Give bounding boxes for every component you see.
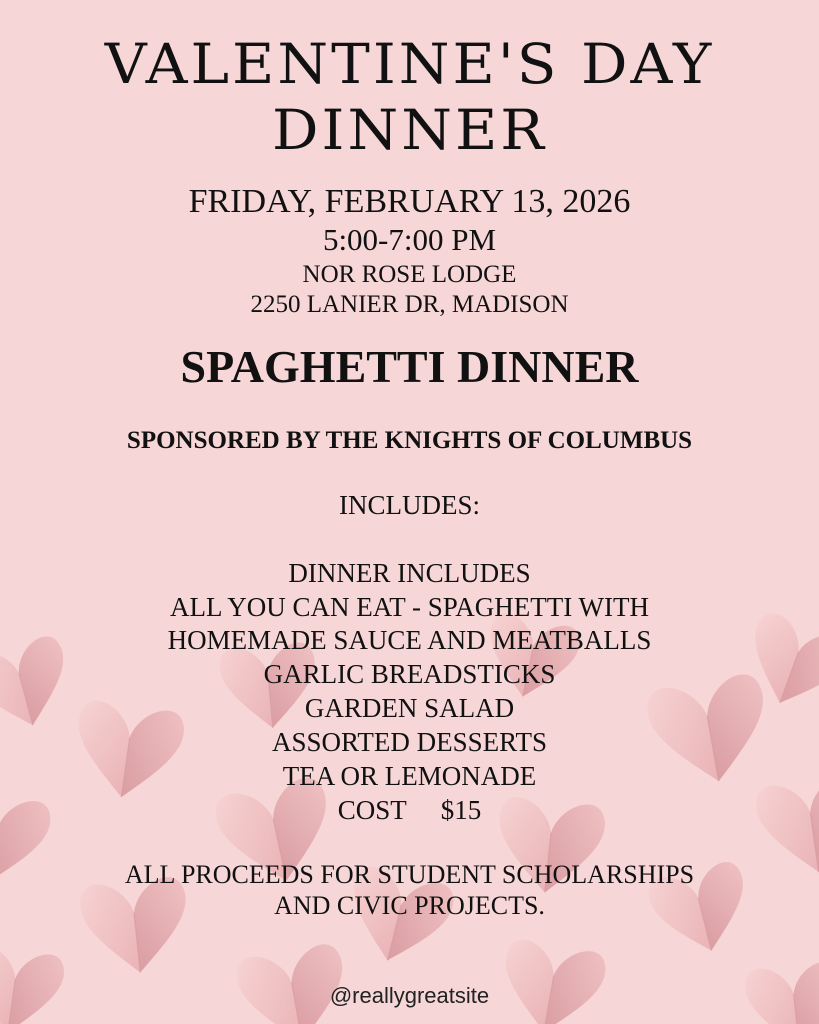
sponsor-line: SPONSORED BY THE KNIGHTS OF COLUMBUS	[126, 427, 693, 454]
event-title-line-1: VALENTINE'S DAY	[104, 31, 715, 97]
cost-label: COST	[337, 795, 407, 825]
menu-item: GARDEN SALAD	[304, 693, 515, 723]
menu-item: GARLIC BREADSTICKS	[263, 659, 556, 689]
cost-line	[0, 795, 819, 826]
event-time: 5:00-7:00 PM	[322, 222, 497, 257]
proceeds-line-1: ALL PROCEEDS FOR STUDENT SCHOLARSHIPS	[124, 860, 695, 889]
cost-value: $15	[440, 795, 482, 825]
menu-item: ALL YOU CAN EAT - SPAGHETTI WITH	[170, 592, 649, 622]
proceeds-line-2: AND CIVIC PROJECTS.	[274, 891, 545, 920]
menu-item: HOMEMADE SAUCE AND MEATBALLS	[167, 625, 652, 655]
event-venue: NOR ROSE LODGE	[302, 261, 517, 288]
dinner-headline: SPAGHETTI DINNER	[180, 341, 639, 392]
paper-heart-icon	[494, 937, 608, 1024]
menu-item: TEA OR LEMONADE	[282, 761, 537, 791]
menu-heading: DINNER INCLUDES	[288, 558, 531, 588]
includes-heading: INCLUDES:	[339, 490, 480, 520]
social-handle: @reallygreatsite	[329, 983, 490, 1008]
menu-item: ASSORTED DESSERTS	[271, 727, 548, 757]
event-address: 2250 LANIER DR, MADISON	[250, 291, 569, 318]
event-date: FRIDAY, FEBRUARY 13, 2026	[188, 183, 631, 220]
event-title-line-2: DINNER	[272, 97, 547, 163]
